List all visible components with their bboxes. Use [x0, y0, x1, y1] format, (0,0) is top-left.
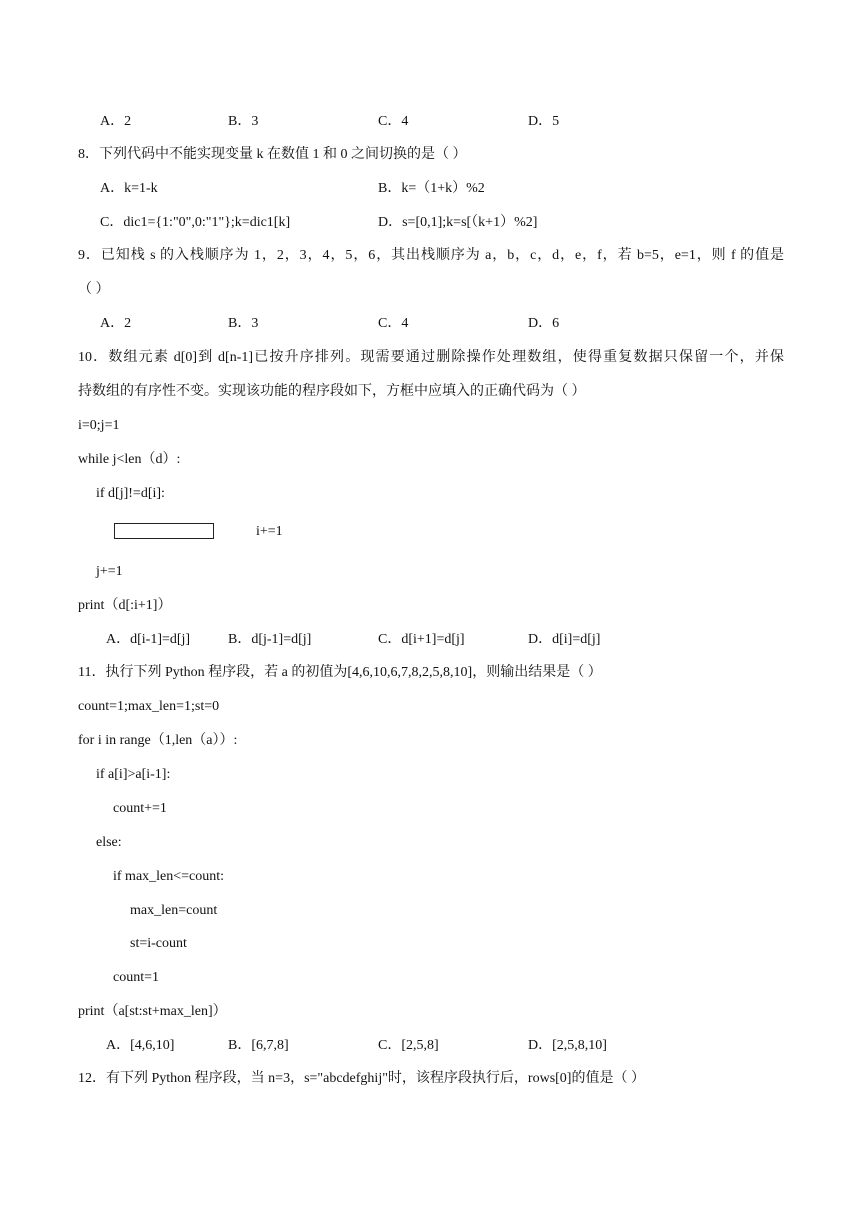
- q11-code-line: print（a[st:st+max_len]）: [78, 1004, 227, 1019]
- q8-option-d: D．s=[0,1];k=s[（k+1）%2]: [378, 215, 538, 230]
- q11-code-line: count=1;max_len=1;st=0: [78, 699, 220, 714]
- q9-stem-line1: 9．已知栈 s 的入栈顺序为 1，2，3，4，5，6，其出栈顺序为 a，b，c，d，e，f，若 b=5，e=1，则 f 的值是: [78, 248, 784, 263]
- q11-code-line: st=i-count: [130, 936, 187, 951]
- q8-option-c: C．dic1={1:"0",0:"1"};k=dic1[k]: [100, 215, 291, 230]
- answer-blank-box: [114, 523, 214, 539]
- q11-option-c: C．[2,5,8]: [378, 1038, 439, 1053]
- q10-option-a: A．d[i-1]=d[j]: [106, 632, 191, 647]
- q11-code-line: else:: [96, 835, 122, 850]
- q11-code-line: count+=1: [113, 801, 167, 816]
- q7-option-c: C．4: [378, 114, 409, 129]
- q10-code-line: print（d[:i+1]）: [78, 598, 172, 613]
- q9-stem-line2: （ ）: [78, 282, 110, 297]
- q11-code-line: if a[i]>a[i-1]:: [96, 767, 171, 782]
- q7-option-d: D．5: [528, 114, 560, 129]
- q10-option-b: B．d[j-1]=d[j]: [228, 632, 312, 647]
- q12-stem: 12．有下列 Python 程序段，当 n=3，s="abcdefghij"时，该程序段执行后，rows[0]的值是（ ）: [78, 1071, 645, 1086]
- q11-code-line: max_len=count: [130, 903, 218, 918]
- q7-option-a: A．2: [100, 114, 132, 129]
- q8-option-a: A．k=1-k: [100, 181, 158, 196]
- q9-option-a: A．2: [100, 316, 132, 331]
- q7-option-b: B．3: [228, 114, 259, 129]
- q11-option-b: B．[6,7,8]: [228, 1038, 289, 1053]
- q8-option-b: B．k=（1+k）%2: [378, 181, 485, 196]
- q10-code-line: while j<len（d）:: [78, 452, 181, 467]
- q10-code-line: i=0;j=1: [78, 418, 120, 433]
- q9-option-d: D．6: [528, 316, 560, 331]
- q11-code-line: if max_len<=count:: [113, 869, 225, 884]
- q8-stem: 8．下列代码中不能实现变量 k 在数值 1 和 0 之间切换的是（ ）: [78, 147, 467, 162]
- q9-option-c: C．4: [378, 316, 409, 331]
- q11-option-d: D．[2,5,8,10]: [528, 1038, 607, 1053]
- q11-option-a: A．[4,6,10]: [106, 1038, 175, 1053]
- q10-stem-line1: 10．数组元素 d[0]到 d[n-1]已按升序排列。现需要通过删除操作处理数组，使得重复数据只保留一个，并保: [78, 350, 784, 365]
- q9-option-b: B．3: [228, 316, 259, 331]
- q10-stem-line2: 持数组的有序性不变。实现该功能的程序段如下，方框中应填入的正确代码为（ ）: [78, 384, 586, 399]
- q11-code-line: count=1: [113, 970, 159, 985]
- q11-code-line: for i in range（1,len（a））:: [78, 733, 238, 748]
- q10-code-line: if d[j]!=d[i]:: [96, 486, 165, 501]
- q10-option-c: C．d[i+1]=d[j]: [378, 632, 465, 647]
- q11-stem: 11．执行下列 Python 程序段，若 a 的初值为[4,6,10,6,7,8,2,5,8,10]，则输出结果是（ ）: [78, 665, 602, 680]
- q10-code-line: i+=1: [256, 524, 283, 539]
- q10-code-line: j+=1: [96, 564, 123, 579]
- q10-option-d: D．d[i]=d[j]: [528, 632, 601, 647]
